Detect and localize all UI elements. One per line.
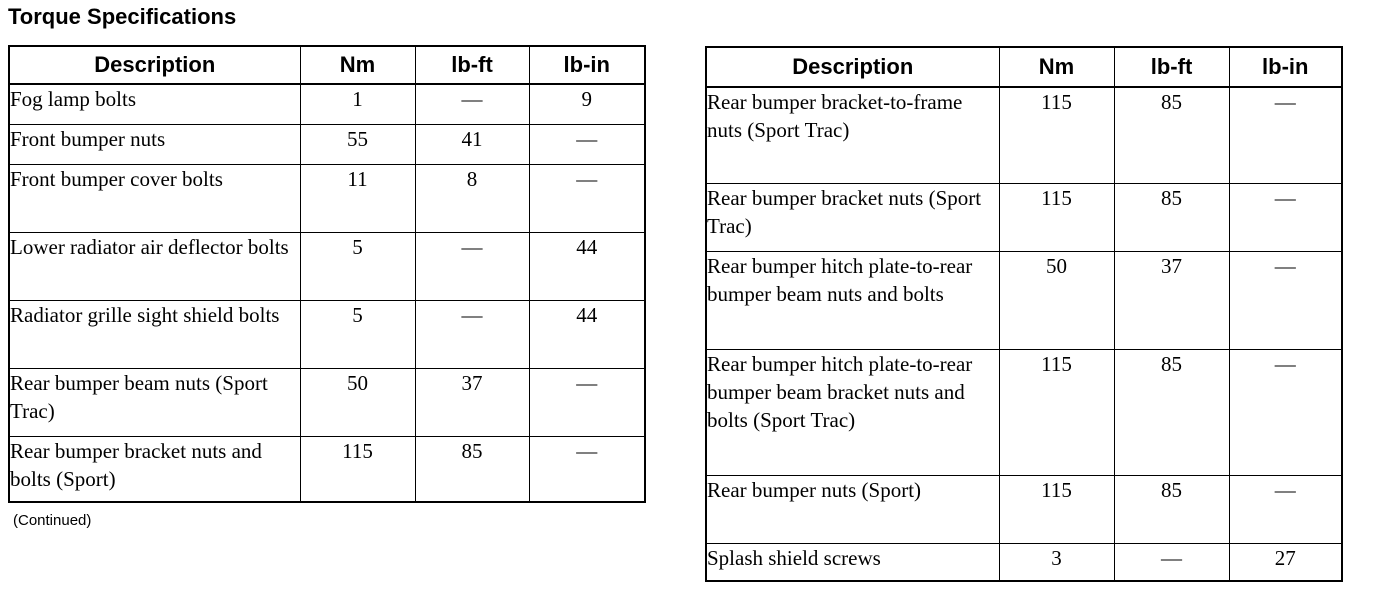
row-description: Radiator grille sight shield bolts <box>9 300 300 368</box>
table-row <box>706 349 1342 475</box>
row-lbin: — <box>529 164 645 232</box>
row-lbft: — <box>415 232 529 300</box>
row-description: Front bumper nuts <box>9 124 300 164</box>
row-nm: 3 <box>999 543 1114 581</box>
row-lbft: 85 <box>1114 87 1229 183</box>
header-lbin: lb-in <box>529 46 645 84</box>
table-row <box>706 251 1342 349</box>
row-lbft: 85 <box>1114 475 1229 543</box>
header-description: Description <box>706 47 999 87</box>
torque-table-right <box>705 46 1343 582</box>
row-nm: 115 <box>999 475 1114 543</box>
header-lbin: lb-in <box>1229 47 1342 87</box>
row-lbin: 9 <box>529 84 645 124</box>
row-lbin: 27 <box>1229 543 1342 581</box>
header-lbft: lb-ft <box>1114 47 1229 87</box>
row-nm: 5 <box>300 300 415 368</box>
row-lbft: — <box>1114 543 1229 581</box>
row-lbin: 44 <box>529 300 645 368</box>
table-row <box>706 543 1342 581</box>
row-lbin: — <box>1229 349 1342 475</box>
row-nm: 1 <box>300 84 415 124</box>
header-nm: Nm <box>999 47 1114 87</box>
torque-table-left <box>8 45 646 503</box>
row-description: Fog lamp bolts <box>9 84 300 124</box>
table-row <box>706 87 1342 183</box>
table-row <box>9 300 645 368</box>
row-description: Front bumper cover bolts <box>9 164 300 232</box>
row-description: Rear bumper nuts (Sport) <box>706 475 999 543</box>
row-lbft: 8 <box>415 164 529 232</box>
row-nm: 115 <box>300 436 415 502</box>
row-lbft: 37 <box>1114 251 1229 349</box>
row-lbin: — <box>1229 251 1342 349</box>
row-lbin: — <box>1229 475 1342 543</box>
row-lbin: — <box>1229 87 1342 183</box>
continued-note: (Continued) <box>13 512 92 529</box>
table-row <box>706 183 1342 251</box>
row-description: Rear bumper beam nuts (Sport Trac) <box>9 368 300 436</box>
row-lbft: 41 <box>415 124 529 164</box>
header-lbft: lb-ft <box>415 46 529 84</box>
table-row <box>9 164 645 232</box>
row-nm: 55 <box>300 124 415 164</box>
row-lbin: — <box>1229 183 1342 251</box>
row-nm: 115 <box>999 183 1114 251</box>
page-title: Torque Specifications <box>8 4 237 29</box>
row-description: Rear bumper bracket nuts and bolts (Sport) <box>9 436 300 502</box>
table-row <box>9 232 645 300</box>
row-nm: 50 <box>999 251 1114 349</box>
header-row <box>706 47 1342 87</box>
row-lbin: — <box>529 436 645 502</box>
row-lbin: — <box>529 368 645 436</box>
header-row <box>9 46 645 84</box>
table-row <box>9 368 645 436</box>
row-nm: 11 <box>300 164 415 232</box>
row-lbin: 44 <box>529 232 645 300</box>
row-lbft: — <box>415 300 529 368</box>
row-lbft: 85 <box>1114 349 1229 475</box>
row-nm: 115 <box>999 87 1114 183</box>
row-lbft: 85 <box>1114 183 1229 251</box>
row-description: Rear bumper bracket-to-frame nuts (Sport Trac) <box>706 87 999 183</box>
row-description: Lower radiator air deflector bolts <box>9 232 300 300</box>
header-description: Description <box>9 46 300 84</box>
row-lbft: 85 <box>415 436 529 502</box>
row-lbin: — <box>529 124 645 164</box>
table-row <box>9 84 645 124</box>
row-lbft: 37 <box>415 368 529 436</box>
row-nm: 115 <box>999 349 1114 475</box>
row-description: Splash shield screws <box>706 543 999 581</box>
row-nm: 5 <box>300 232 415 300</box>
row-description: Rear bumper hitch plate-to-rear bumper beam bracket nuts and bolts (Sport Trac) <box>706 349 999 475</box>
row-lbft: — <box>415 84 529 124</box>
table-row <box>9 124 645 164</box>
row-nm: 50 <box>300 368 415 436</box>
header-nm: Nm <box>300 46 415 84</box>
table-row <box>706 475 1342 543</box>
row-description: Rear bumper hitch plate-to-rear bumper beam nuts and bolts <box>706 251 999 349</box>
row-description: Rear bumper bracket nuts (Sport Trac) <box>706 183 999 251</box>
table-row <box>9 436 645 502</box>
